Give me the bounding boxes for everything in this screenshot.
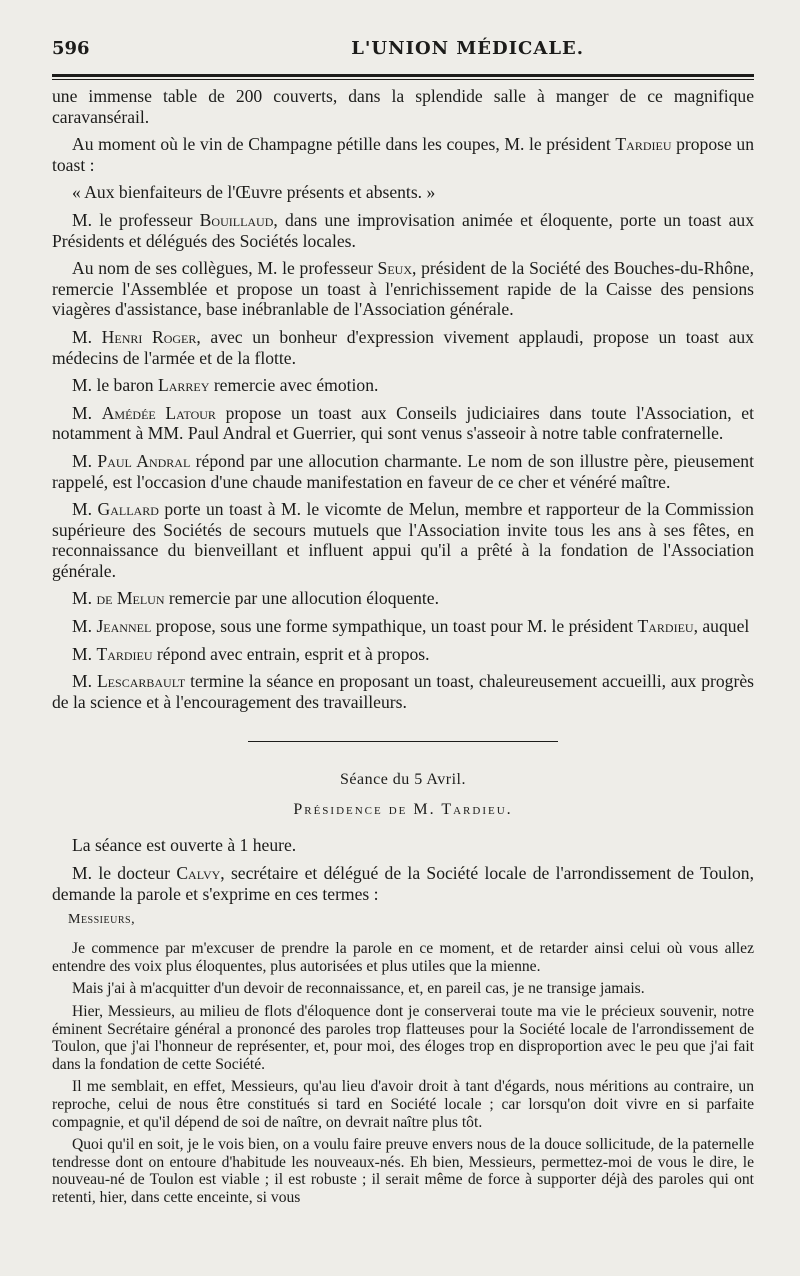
paragraph	[52, 210, 754, 251]
text-run: M.	[72, 643, 97, 664]
text-run: M.	[72, 450, 98, 471]
text-run: , avec un bonheur d'expression vivement applaudi, propose un toast aux médecins de l'armée et de la flotte.	[52, 326, 754, 368]
text-run: M.	[72, 402, 102, 423]
speech-paragraph: Il me semblait, en effet, Messieurs, qu'au lieu d'avoir droit à tant d'égards, nous méritions au contraire, un reproche, celui de nous être constitués si tard en Société locale ; car lorsqu'on doit vivre en si parfaite compagnie, et qu'il dépend de soi de naître, on devrait naître plus tôt.	[52, 1078, 754, 1131]
paragraph	[52, 403, 754, 444]
text-run: Au nom de ses collègues, M. le professeur	[72, 258, 378, 279]
paragraph	[52, 327, 754, 368]
paragraph	[52, 588, 754, 609]
text-run: répond par une allocution charmante. Le nom de son illustre père, pieusement rappelé, est l'occasion d'une chaude manifestation en faveur de ce cher et vénéré maître.	[52, 450, 754, 492]
text-run: , dans une improvisation animée et éloquente, porte un toast aux Présidents et délégués des Sociétés locales.	[52, 209, 754, 251]
text-run: M. le professeur	[72, 209, 200, 230]
paragraph	[52, 134, 754, 175]
text-run: une immense table de 200 couverts, dans la splendide salle à manger de ce magnifique caravansérail.	[52, 86, 754, 127]
paragraph	[52, 258, 754, 320]
speech-paragraph: Je commence par m'excuser de prendre la parole en ce moment, et de retarder ainsi celui où vous allez entendre des voix plus éloquentes, plus autorisées et plus utiles que la mienne.	[52, 940, 754, 975]
text-run: « Aux bienfaiteurs de l'Œuvre présents et absents. »	[72, 182, 436, 203]
text-run: M.	[72, 671, 97, 692]
person-name: Gallard	[97, 499, 159, 520]
text-run: M.	[72, 616, 97, 637]
text-run: M.	[72, 499, 98, 520]
presidence-heading: Présidence de M. Tardieu.	[293, 801, 513, 819]
paragraph	[52, 863, 754, 904]
person-name: Paul Andral	[97, 450, 191, 471]
header-rule-thin	[52, 79, 754, 80]
paragraph	[52, 375, 754, 396]
text-run: remercie par une allocution éloquente.	[164, 588, 440, 609]
text-run: propose un toast aux Conseils judiciaires dans toute l'Association, et notamment à MM. Paul Andral et Guerrier, qui sont venus s'asseoir à notre table confraternelle.	[52, 402, 754, 444]
page-header	[52, 38, 754, 68]
speech-paragraph: Hier, Messieurs, au milieu de flots d'éloquence dont je conserverai toute ma vie le précieux souvenir, notre éminent Secrétaire général a prononcé des paroles trop flatteuses pour la Société locale de l'arrondissement de Toulon, que j'ai l'honneur de représenter, et, pour moi, des éloges trop en disproportion avec le peu que j'ai fait dans la fondation de cette Société.	[52, 1003, 754, 1073]
paragraph	[52, 182, 754, 203]
paragraph	[52, 499, 754, 581]
text-run: Au moment où le vin de Champagne pétille dans les coupes, M. le président	[72, 134, 616, 155]
section-divider	[248, 741, 558, 742]
text-run: répond avec entrain, esprit et à propos.	[152, 643, 430, 664]
person-name: Seux	[377, 258, 412, 279]
person-name: de Melun	[96, 588, 165, 609]
text-run: M. le baron	[72, 375, 158, 396]
session-opening-section	[52, 835, 754, 904]
paragraph	[52, 451, 754, 492]
speech-paragraph: Mais j'ai à m'acquitter d'un devoir de reconnaissance, et, en pareil cas, je ne transige jamais.	[72, 980, 645, 998]
text-run: termine la séance en proposant un toast, chaleureusement accueilli, aux progrès de la science et à l'encouragement des travailleurs.	[52, 671, 754, 712]
person-name: Amédée Latour	[101, 402, 216, 423]
running-title: L'UNION MÉDICALE.	[351, 38, 584, 59]
text-run: porte un toast à M. le vicomte de Melun, membre et rapporteur de la Commission supérieure des Sociétés de secours mutuels que l'Association invite tous les ans à ses fêtes, en reconnaissance du bienveillant et influent appui qu'il a prêté à la fondation de l'Association générale.	[52, 499, 754, 581]
salutation: Messieurs,	[68, 912, 136, 928]
text-run: , président de la Société des Bouches-du-Rhône, remercie l'Assemblée et propose un toast à l'enrichissement rapide de la Caisse des pensions viagères d'assistance, base inébranlable de l'Association générale.	[52, 258, 755, 320]
text-run: propose un toast :	[52, 134, 755, 175]
header-rule-thick	[52, 74, 754, 77]
person-name: Tardieu	[637, 616, 694, 637]
paragraph	[52, 644, 754, 665]
person-name: Larrey	[158, 375, 210, 396]
person-name: Tardieu	[96, 643, 153, 664]
paragraph	[52, 671, 754, 712]
text-run: M. le docteur	[72, 863, 177, 884]
speech-section	[52, 940, 754, 1206]
text-run: M.	[72, 326, 102, 347]
person-name: Tardieu	[615, 134, 672, 155]
paragraph	[52, 86, 754, 127]
speech-paragraph: Quoi qu'il en soit, je le vois bien, on a voulu faire preuve envers nous de la douce sollicitude, de la paternelle tendresse dont on entoure d'habitude les nouveaux-nés. Eh bien, Messieurs, permettez-moi de vous le dire, le nouveau-né de Toulon est viable ; il est robuste ; il serait même de force à supporter déjà des paroles qui ont retenti, hier, dans cette enceinte, si vous	[52, 1136, 754, 1206]
text-run: , secrétaire et délégué de la Société locale de l'arrondissement de Toulon, demande la parole et s'exprime en ces termes :	[52, 863, 754, 904]
person-name: Bouillaud	[199, 209, 274, 230]
text-run: M.	[72, 588, 97, 609]
paragraph	[52, 835, 754, 856]
person-name: Jeannel	[96, 616, 152, 637]
text-run: remercie avec émotion.	[209, 375, 379, 396]
person-name: Calvy	[176, 863, 221, 884]
person-name: Lescarbault	[96, 671, 186, 692]
person-name: Henri Roger	[101, 326, 197, 347]
text-run: La séance est ouverte à 1 heure.	[72, 835, 297, 856]
session-title: Séance du 5 Avril.	[339, 771, 466, 789]
page-number: 596	[52, 38, 90, 59]
text-run: propose, sous une forme sympathique, un toast pour M. le président	[151, 616, 638, 637]
text-run: , auquel	[693, 616, 750, 637]
banquet-toasts-section	[52, 86, 754, 712]
paragraph	[52, 616, 754, 637]
